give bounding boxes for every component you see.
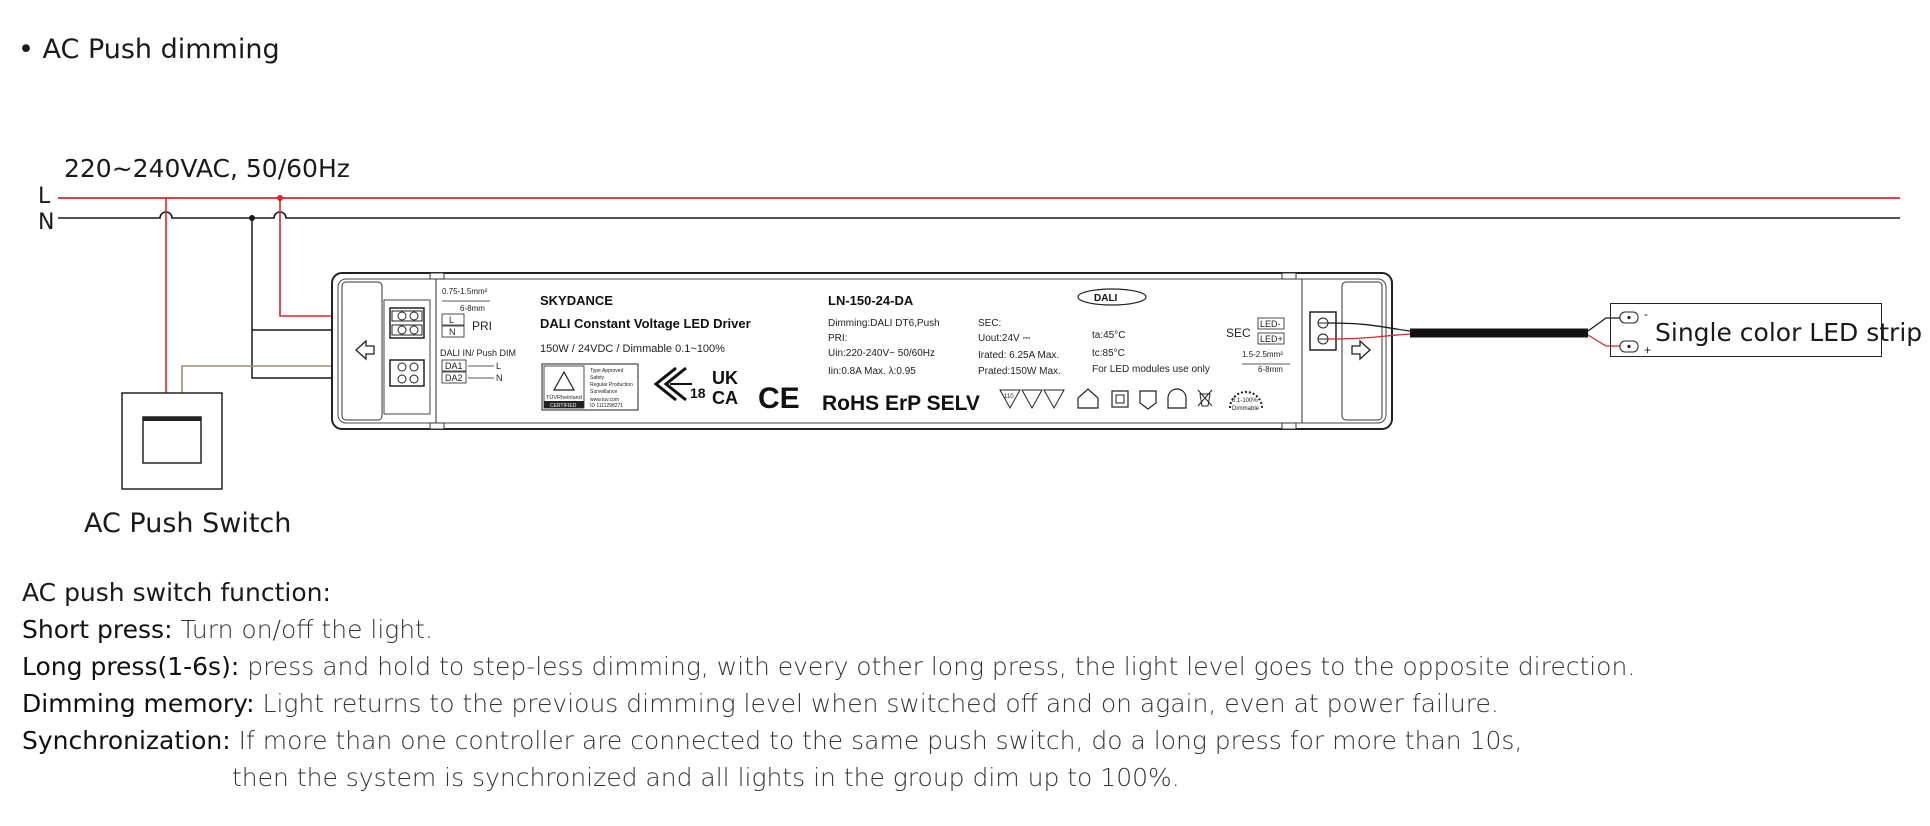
short-press-text: Turn on/off the light. — [172, 615, 433, 644]
ambient-temp: ta:45°C — [1092, 330, 1126, 341]
pri-label: PRI — [472, 319, 493, 333]
da1-to-label: L — [496, 361, 502, 371]
tri-mark-text: 110 — [1004, 394, 1014, 400]
sec-label: SEC — [1226, 326, 1251, 340]
right-tab-bottom — [1282, 423, 1296, 429]
input-voltage: Uin:220-240V~ 50/60Hz — [828, 348, 936, 359]
description-sync — [22, 722, 1635, 759]
strip-minus-label: - — [1644, 307, 1648, 321]
led-only-note: For LED modules use only — [1092, 364, 1210, 375]
short-press-label: Short press: — [22, 615, 173, 644]
rated-current: Irated: 6.25A Max. — [978, 350, 1060, 361]
tuv-line-1: Type Approved — [590, 368, 624, 374]
long-press-label: Long press(1-6s): — [22, 652, 240, 681]
strip-length-right: 6-8mm — [1258, 365, 1283, 374]
section-heading: • AC Push dimming — [18, 34, 280, 65]
strip-length-left: 6-8mm — [460, 304, 485, 313]
live-line-label: L — [38, 184, 51, 209]
neutral-line-label: N — [38, 210, 55, 235]
switch-caption: AC Push Switch — [84, 508, 292, 539]
tuv-line-3: Regular Production — [590, 382, 633, 388]
pri-spec-label: PRI: — [828, 333, 848, 344]
function-description — [22, 574, 1635, 796]
led-minus-label: LED- — [1260, 319, 1281, 329]
tuv-url: www.tuv.com — [590, 397, 620, 403]
description-short-press — [22, 611, 1635, 648]
model-number: LN-150-24-DA — [828, 293, 914, 308]
wire-spec-left: 0.75-1.5mm² — [442, 287, 488, 296]
tuv-brand: TÜVRheinland — [546, 395, 582, 401]
sync-text: If more than one controller are connected to the same push switch, do a long press for more than 10s, — [230, 726, 1523, 755]
dali-logo-text: DALI — [1094, 293, 1118, 304]
dali-terminal-block — [390, 360, 424, 386]
da2-label: DA2 — [445, 373, 463, 383]
input-current: Iin:0.8A Max. λ:0.95 — [828, 366, 916, 377]
output-terminal-block — [1310, 312, 1336, 350]
da1-label: DA1 — [445, 361, 463, 371]
description-title: AC push switch function: — [22, 578, 331, 607]
driver-title: DALI Constant Voltage LED Driver — [540, 316, 751, 331]
right-tab-top — [1282, 273, 1296, 279]
ukca-uk: UK — [712, 368, 738, 388]
memory-text: Light returns to the previous dimming level when switched off and on again, even at power failure. — [254, 689, 1499, 718]
wire-spec-right: 1.5-2.5mm² — [1242, 350, 1283, 359]
da2-to-label: N — [496, 373, 503, 383]
dimmable-label: Dimmable — [1232, 406, 1260, 412]
memory-label: Dimming memory: — [22, 689, 255, 718]
led-plus-label: LED+ — [1260, 334, 1283, 344]
tuv-certified: CERTIFIED — [550, 403, 577, 409]
ce-mark: CE — [758, 382, 800, 415]
rated-power: Prated:150W Max. — [978, 366, 1061, 377]
rcm-number: 18 — [690, 385, 706, 401]
ukca-ca: CA — [712, 388, 738, 408]
brand-name: SKYDANCE — [540, 293, 613, 308]
driver-rating: 150W / 24VDC / Dimmable 0.1~100% — [540, 343, 725, 355]
output-voltage: Uout:24V ⎓ — [978, 333, 1031, 344]
led-strip-label: Single color LED strip — [1655, 318, 1923, 347]
sync-label: Synchronization: — [22, 726, 231, 755]
dimming-spec: Dimming:DALI DT6,Push — [828, 318, 940, 329]
pri-n-label: N — [449, 327, 456, 337]
pri-l-label: L — [449, 315, 455, 325]
sec-spec-label: SEC: — [978, 318, 1002, 329]
sync-continuation: then the system is synchronized and all lights in the group dim up to 100%. — [232, 763, 1180, 792]
supply-voltage-label: 220~240VAC, 50/60Hz — [64, 154, 350, 183]
left-tab-bottom — [430, 423, 444, 429]
dali-in-label: DALI IN/ Push DIM — [440, 348, 517, 358]
switch-button — [143, 417, 201, 463]
description-long-press — [22, 648, 1635, 685]
mains-terminal-block — [390, 308, 424, 338]
compliance-marks: RoHS ErP SELV — [822, 392, 980, 415]
case-temp: tc:85°C — [1092, 348, 1125, 359]
strip-plus-label: + — [1644, 343, 1652, 357]
tuv-line-2: Safety — [590, 375, 605, 381]
description-memory — [22, 685, 1635, 722]
dim-range: 0.1-100% — [1232, 398, 1258, 404]
long-press-text: press and hold to step-less dimming, with every other long press, the light level goes to the opposite direction. — [239, 652, 1636, 681]
left-tab-top — [430, 273, 444, 279]
neutral-line — [58, 212, 1900, 218]
tuv-line-4: Surveillance — [590, 389, 618, 395]
tuv-id: ID 1111298271 — [590, 403, 624, 409]
